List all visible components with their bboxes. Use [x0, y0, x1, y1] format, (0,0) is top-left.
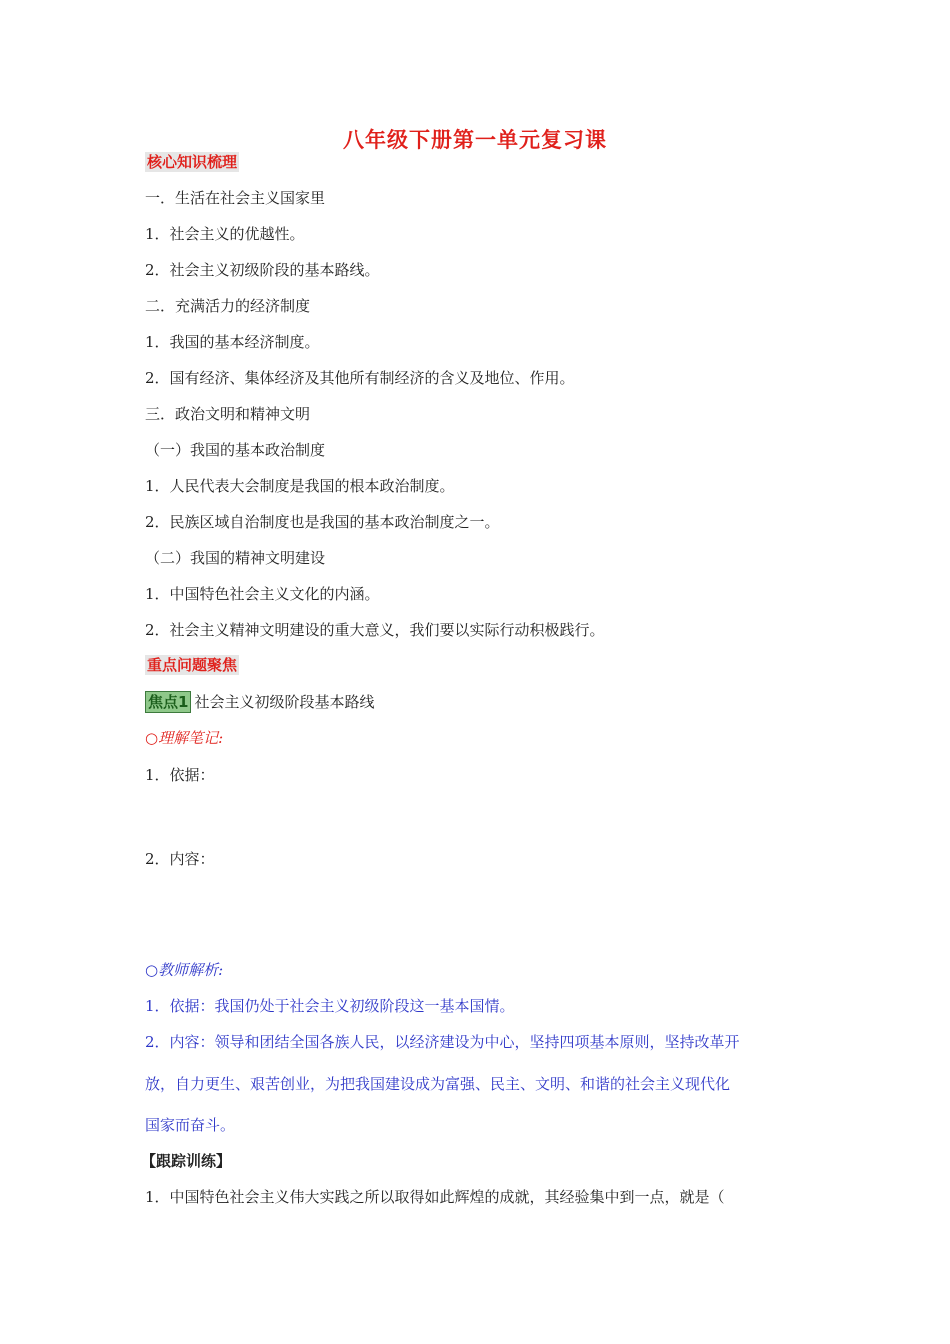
notes-content: 2．内容：: [145, 850, 215, 868]
outline-item: 1．我国的基本经济制度。: [145, 333, 320, 351]
focus-title: 社会主义初级阶段基本路线: [194, 693, 375, 711]
practice-heading: 【跟踪训练】: [141, 1152, 232, 1170]
outline-item: 2．民族区域自治制度也是我国的基本政治制度之一。: [145, 513, 500, 531]
outline-item: 1．中国特色社会主义文化的内涵。: [145, 585, 380, 603]
focus-line: [145, 691, 374, 713]
analysis-label: ○教师解析:: [145, 961, 224, 979]
section-heading-focus: 重点问题聚焦: [147, 656, 238, 674]
outline-item: 二．充满活力的经济制度: [145, 297, 311, 315]
outline-item: （一）我国的基本政治制度: [145, 441, 326, 459]
focus-tag: 焦点1: [145, 691, 191, 713]
analysis-content-line: 国家而奋斗。: [145, 1116, 236, 1134]
outline-item: 1．人民代表大会制度是我国的根本政治制度。: [145, 477, 455, 495]
outline-item: 2．国有经济、集体经济及其他所有制经济的含义及地位、作用。: [145, 369, 575, 387]
notes-label: ○理解笔记:: [145, 729, 224, 747]
analysis-content-line: 放，自力更生、艰苦创业，为把我国建设成为富强、民主、文明、和谐的社会主义现代化: [145, 1075, 731, 1093]
outline-item: 2．社会主义精神文明建设的重大意义，我们要以实际行动积极践行。: [145, 621, 605, 639]
outline-item: 一．生活在社会主义国家里: [145, 189, 326, 207]
practice-question: 1．中国特色社会主义伟大实践之所以取得如此辉煌的成就，其经验集中到一点，就是（: [145, 1188, 725, 1206]
outline-item: 三．政治文明和精神文明: [145, 405, 311, 423]
outline-item: 2．社会主义初级阶段的基本路线。: [145, 261, 380, 279]
page-title: 八年级下册第一单元复习课: [343, 128, 607, 152]
outline-item: （二）我国的精神文明建设: [145, 549, 326, 567]
section-heading-core: 核心知识梳理: [147, 153, 238, 171]
notes-basis: 1．依据：: [145, 766, 215, 784]
outline-item: 1．社会主义的优越性。: [145, 225, 305, 243]
analysis-basis: 1．依据：我国仍处于社会主义初级阶段这一基本国情。: [145, 997, 515, 1015]
analysis-content-line: 2．内容：领导和团结全国各族人民，以经济建设为中心，坚持四项基本原则，坚持改革开: [145, 1033, 740, 1051]
